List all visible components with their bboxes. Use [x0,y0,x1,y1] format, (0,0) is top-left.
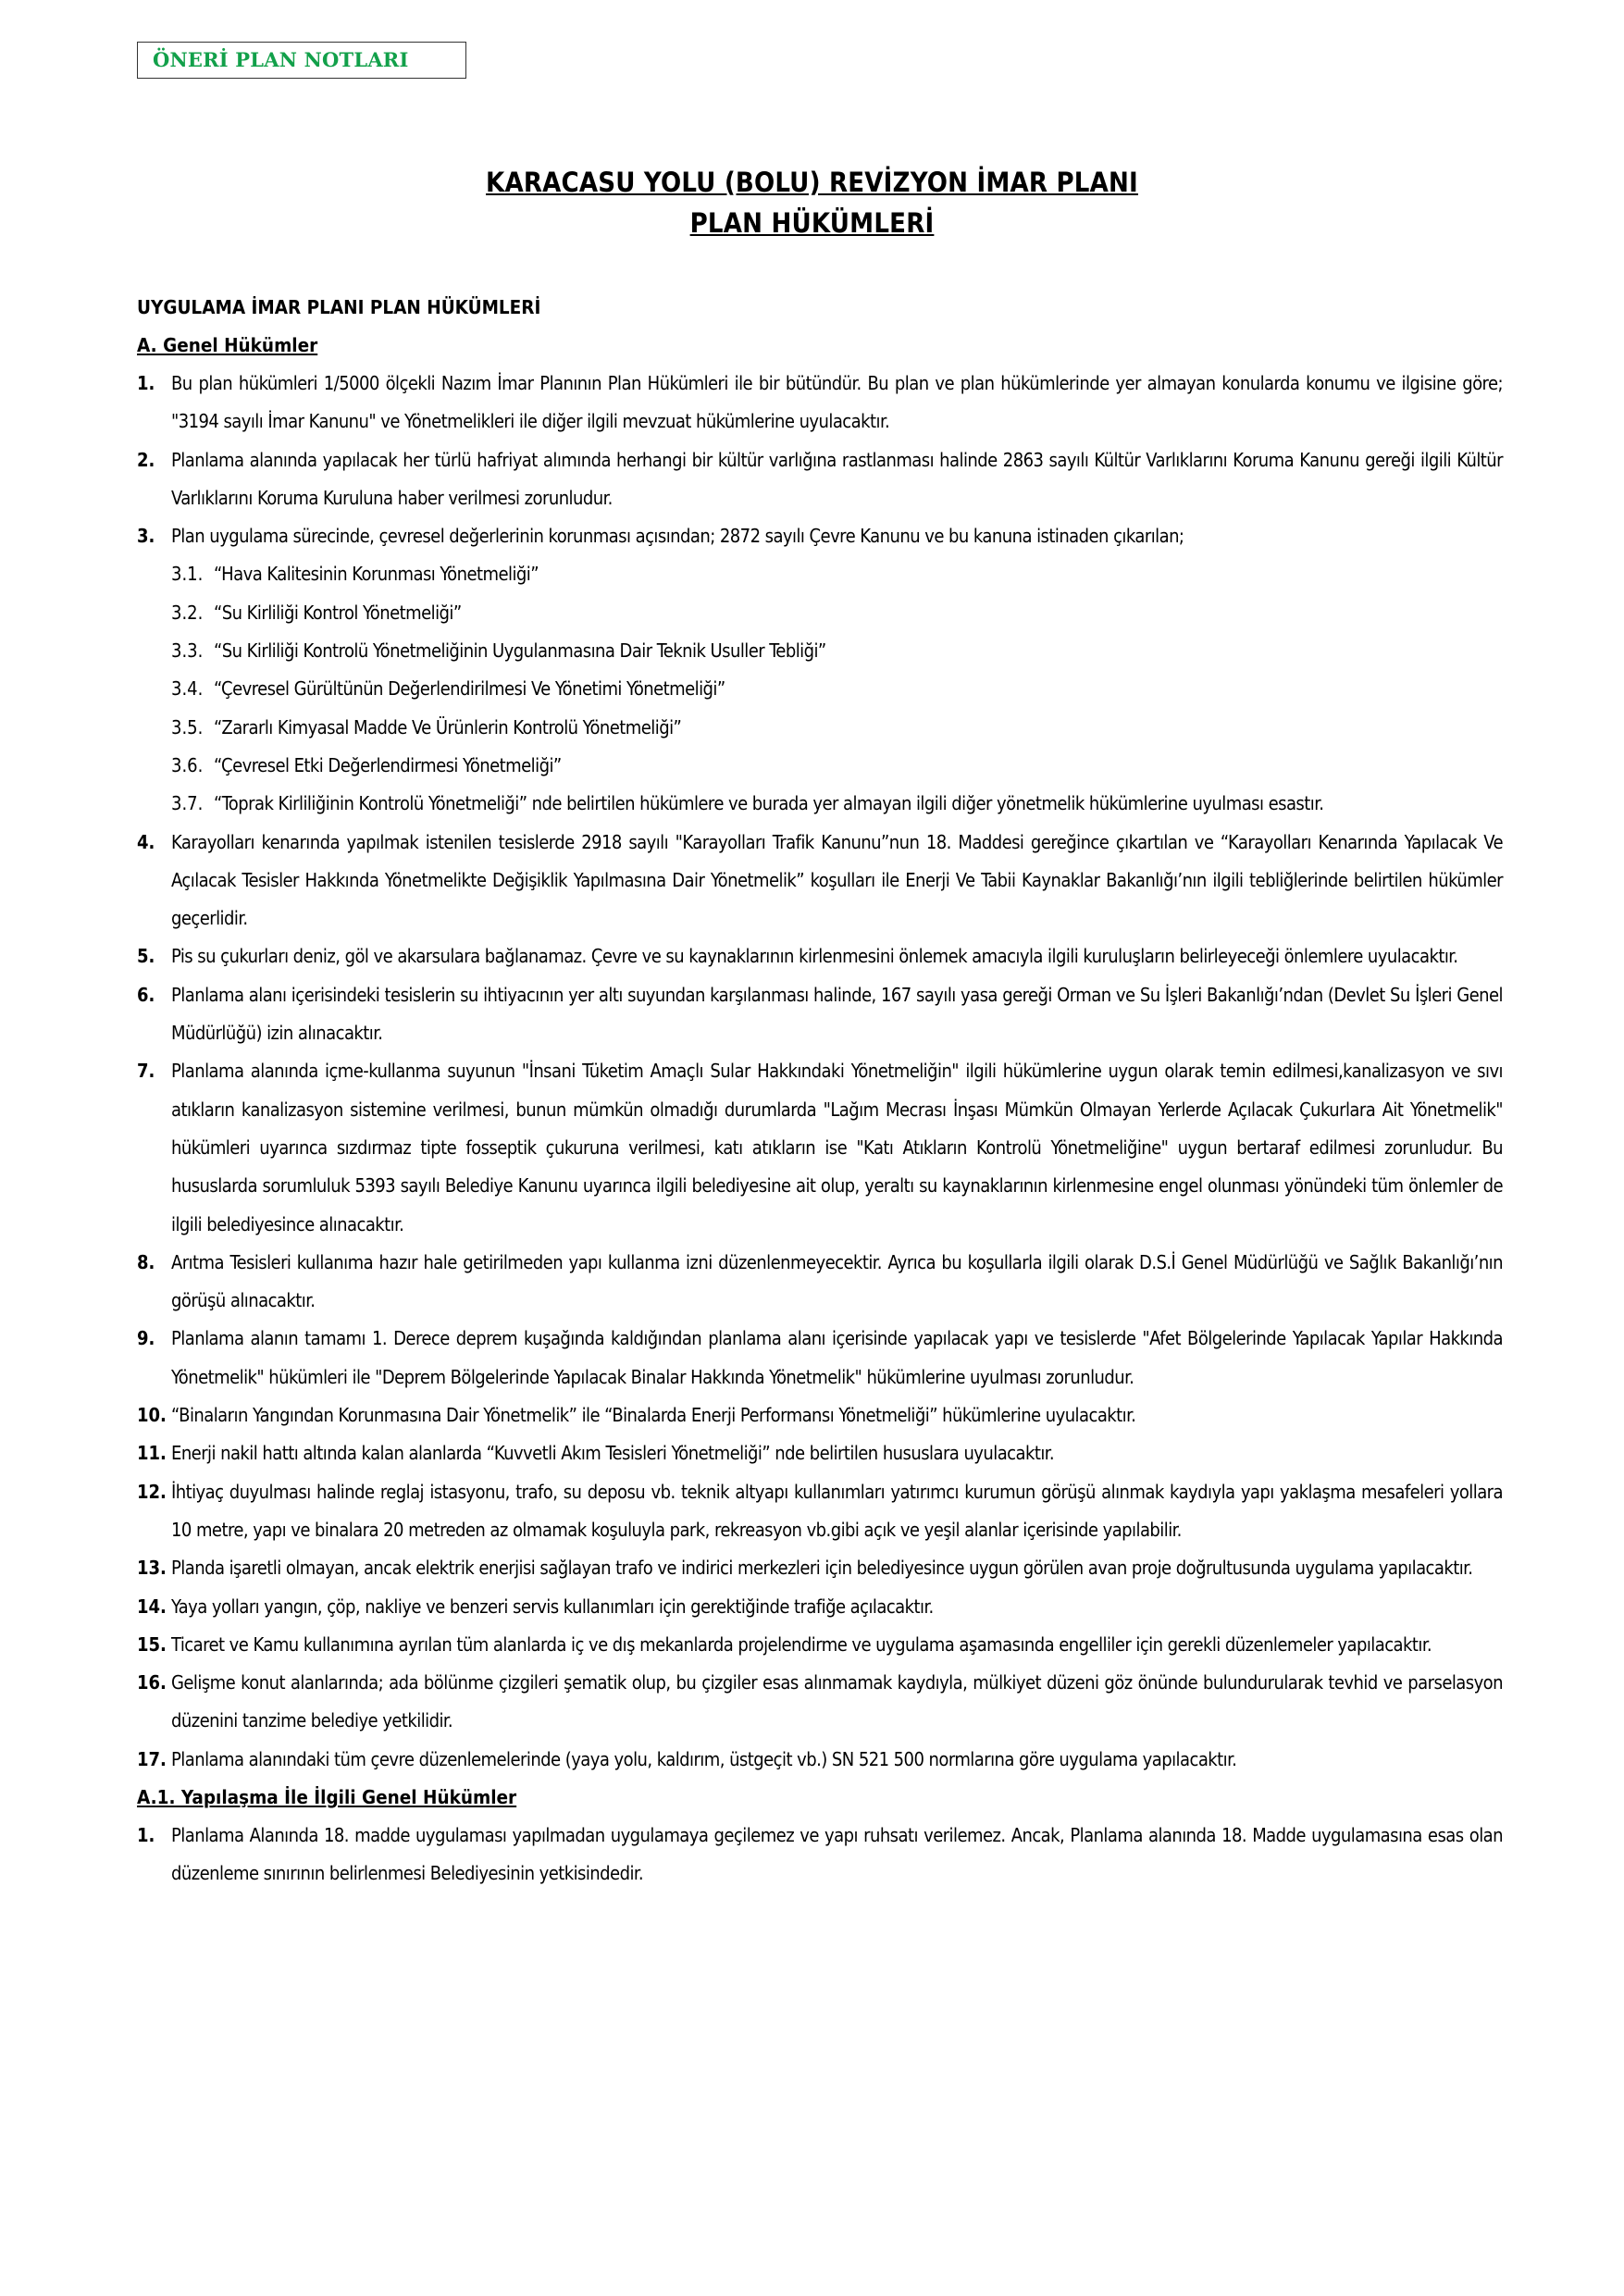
list-item [137,517,1503,555]
list-item [137,1244,1503,1321]
list-item [137,1588,1503,1626]
item-text: Planda işaretli olmayan, ancak elektrik enerjisi sağlayan trafo ve indirici merkezleri için belediyesince uygun görülen avan proje doğrultusunda uygulama yapılacaktır. [171,1557,1473,1580]
list-item [137,1473,1503,1550]
item-text: “Binaların Yangından Korunmasına Dair Yönetmelik” ile “Binalarda Enerji Performansı Yönetmeliği” hükümlerine uyulacaktır. [171,1404,1136,1427]
item-number: 6. [137,983,155,1006]
item-number: 1. [137,1823,155,1846]
sub-item-text: “Hava Kalitesinin Korunması Yönetmeliği” [214,563,539,586]
item-text: Plan uygulama sürecinde, çevresel değerlerinin korunması açısından; 2872 sayılı Çevre Kanunu ve bu kanuna istinaden çıkarılan; [171,525,1184,548]
item-text: İhtiyaç duyulması halinde reglaj istasyonu, trafo, su deposu vb. teknik altyapı kullanımları yatırımcı kurumun görüşü alınmak kaydıyla yapı yaklaşma mesafeleri yollara 10 metre, yapı ve binalara 20 metreden az olmamak koşuluyla park, rekreasyon vb.gibi açık ve yeşil alanlar içerisinde yapılabilir. [171,1480,1503,1541]
main-heading: UYGULAMA İMAR PLANI PLAN HÜKÜMLERİ [137,296,541,318]
list-item [137,441,1503,518]
item-text: Planlama alanı içerisindeki tesislerin su ihtiyacının yer altı suyundan karşılanması halinde, 167 sayılı yasa gereği Orman ve Su İşleri Bakanlığı’ndan (Devlet Su İşleri Genel Müdürlüğü) izin alınacaktır. [171,983,1503,1045]
sub-item-number: 3.6. [171,753,204,776]
list-item [137,1549,1503,1587]
item-text: Planlama alanında yapılacak her türlü hafriyat alımında herhangi bir kültür varlığına rastlanması halinde 2863 sayılı Kültür Varlıklarını Koruma Kanunu gereği ilgili Kültür Varlıklarını Koruma Kuruluna haber verilmesi zorunludur. [171,448,1503,509]
list-item [137,1396,1503,1434]
proposal-plan-notes-stamp: ÖNERİ PLAN NOTLARI [137,42,466,79]
item-number: 15. [137,1632,167,1656]
item-number: 11. [137,1442,167,1465]
item-text: Karayolları kenarında yapılmak istenilen tesislerde 2918 sayılı "Karayolları Trafik Kanunu”nun 18. Maddesi gereğince çıkartılan ve “Karayolları Kenarında Yapılacak Ve Açılacak Tesisler Hakkında Yönetmelikte Değişiklik Yapılmasına Dair Yönetmelik” koşulları ile Enerji Ve Tabii Kaynaklar Bakanlığı’nın ilgili tebliğlerinde belirtilen hükümler geçerlidir. [171,830,1503,930]
item-text: Pis su çukurları deniz, göl ve akarsulara bağlanamaz. Çevre ve su kaynaklarının kirlenmesini önlemek amacıyla ilgili kuruluşların belirleyeceği önlemlere uyulacaktır. [171,945,1458,968]
item-number: 8. [137,1250,155,1273]
list-item [137,1664,1503,1741]
item-text: Arıtma Tesisleri kullanıma hazır hale getirilmeden yapı kullanma izni düzenlenmeyecektir. Ayrıca bu koşullarla ilgili olarak D.S.İ Genel Müdürlüğü ve Sağlık Bakanlığı’nın görüşü alınacaktır. [171,1250,1503,1312]
item-text: Ticaret ve Kamu kullanımına ayrılan tüm alanlarda iç ve dış mekanlarda projelendirme ve uygulama aşamasında engelliler için gerekli düzenlemeler yapılacaktır. [171,1632,1432,1656]
sub-list-item [137,709,1503,747]
item-text: Enerji nakil hattı altında kalan alanlarda “Kuvvetli Akım Tesisleri Yönetmeliği” nde belirtilen hususlara uyulacaktır. [171,1442,1054,1465]
sub-item-text: “Çevresel Gürültünün Değerlendirilmesi Ve Yönetimi Yönetmeliği” [214,677,725,701]
sub-list-item [137,785,1503,823]
sub-item-text: “Çevresel Etki Değerlendirmesi Yönetmeliği” [214,753,562,776]
sub-list-item [137,594,1503,632]
list-item [137,824,1503,938]
section-heading-general: A. Genel Hükümler [137,334,318,356]
item-number: 17. [137,1747,167,1770]
item-text: Yaya yolları yangın, çöp, nakliye ve benzeri servis kullanımları için gerektiğinde trafiğe açılacaktır. [171,1595,934,1618]
item-number: 2. [137,448,155,471]
item-text: Planlama alanındaki tüm çevre düzenlemelerinde (yaya yolu, kaldırım, üstgeçit vb.) SN 521 500 normlarına göre uygulama yapılacaktır. [171,1747,1237,1770]
item-number: 12. [137,1480,167,1503]
document-title: KARACASU YOLU (BOLU) REVİZYON İMAR PLANI [486,167,1138,198]
item-number: 7. [137,1060,155,1083]
list-item [137,365,1503,441]
list-item [137,1626,1503,1664]
document-body [137,289,1503,1893]
item-number: 3. [137,525,155,548]
item-number: 13. [137,1557,167,1580]
sub-item-number: 3.5. [171,715,204,738]
sub-item-number: 3.7. [171,792,204,815]
item-number: 16. [137,1671,167,1694]
item-number: 4. [137,830,155,853]
sub-list-item [137,670,1503,708]
section-heading-construction: A.1. Yapılaşma İle İlgili Genel Hükümler [137,1785,517,1808]
sub-item-text: “Su Kirliliği Kontrol Yönetmeliği” [214,601,462,624]
item-number: 9. [137,1327,155,1350]
item-text: Planlama Alanında 18. madde uygulaması yapılmadan uygulamaya geçilemez ve yapı ruhsatı verilemez. Ancak, Planlama alanında 18. Madde uygulamasına esas olan düzenleme sınırının belirlenmesi Belediyesinin yetkisindedir. [171,1823,1503,1885]
item-number: 1. [137,372,155,394]
sub-list-item [137,632,1503,670]
sub-item-number: 3.1. [171,563,204,586]
item-text: Planlama alanın tamamı 1. Derece deprem kuşağında kaldığından planlama alanı içerisinde yapılacak yapı ve tesislerde "Afet Bölgelerinde Yapılacak Yapılar Hakkında Yönetmelik" hükümleri ile "Deprem Bölgelerinde Yapılacak Binalar Hakkında Yönetmelik" hükümlerine uyulması zorunludur. [171,1327,1503,1388]
sub-item-text: “Toprak Kirliliğinin Kontrolü Yönetmeliği” nde belirtilen hükümlere ve burada yer almayan ilgili diğer yönetmelik hükümlerine uyulması esastır. [214,792,1324,815]
sub-item-text: “Zararlı Kimyasal Madde Ve Ürünlerin Kontrolü Yönetmeliği” [214,715,682,738]
sub-item-text: “Su Kirliliği Kontrolü Yönetmeliğinin Uygulanmasına Dair Teknik Usuller Tebliği” [214,639,826,663]
item-text: Bu plan hükümleri 1/5000 ölçekli Nazım İmar Planının Plan Hükümleri ile bir bütündür. Bu plan ve plan hükümlerinde yer almayan konularda konumu ve ilgisine göre; "3194 sayılı İmar Kanunu" ve Yönetmelikleri ile diğer ilgili mevzuat hükümlerine uyulacaktır. [171,372,1503,433]
sub-item-number: 3.3. [171,639,204,663]
item-number: 10. [137,1404,167,1427]
sub-list-item [137,747,1503,785]
sub-list-item [137,555,1503,593]
list-item [137,1052,1503,1243]
list-item [137,1817,1503,1893]
item-text: Gelişme konut alanlarında; ada bölünme çizgileri şematik olup, bu çizgiler esas alınmamak kaydıyla, mülkiyet düzeni göz önünde bulundurularak tevhid ve parselasyon düzenini tanzime belediye yetkilidir. [171,1671,1503,1732]
item-number: 14. [137,1595,167,1618]
sub-item-number: 3.2. [171,601,204,624]
sub-item-number: 3.4. [171,677,204,701]
list-item [137,1320,1503,1396]
list-item [137,937,1503,975]
list-item [137,976,1503,1053]
list-item [137,1741,1503,1779]
item-number: 5. [137,945,155,968]
list-item [137,1434,1503,1472]
document-subtitle: PLAN HÜKÜMLERİ [689,207,935,239]
item-text: Planlama alanında içme-kullanma suyunun "İnsani Tüketim Amaçlı Sular Hakkındaki Yönetmeliğin" ilgili hükümlerine uygun olarak temin edilmesi,kanalizasyon ve sıvı atıkların kanalizasyon sistemine verilmesi, bunun mümkün olmadığı durumlarda "Lağım Mecrası İnşası Mümkün Olmayan Yerlerde Açılacak Çukurlara Ait Yönetmelik" hükümleri uyarınca sızdırmaz tipte fosseptik çukuruna verilmesi, katı atıkların ise "Katı Atıkların Kontrolü Yönetmeliğine" uygun bertaraf edilmesi zorunludur. Bu hususlarda sorumluluk 5393 sayılı Belediye Kanunu uyarınca ilgili belediyesine ait olup, yeraltı su kaynaklarının kirlenmesine engel olunması yönündeki tüm önlemler de ilgili belediyesince alınacaktır. [171,1060,1503,1235]
